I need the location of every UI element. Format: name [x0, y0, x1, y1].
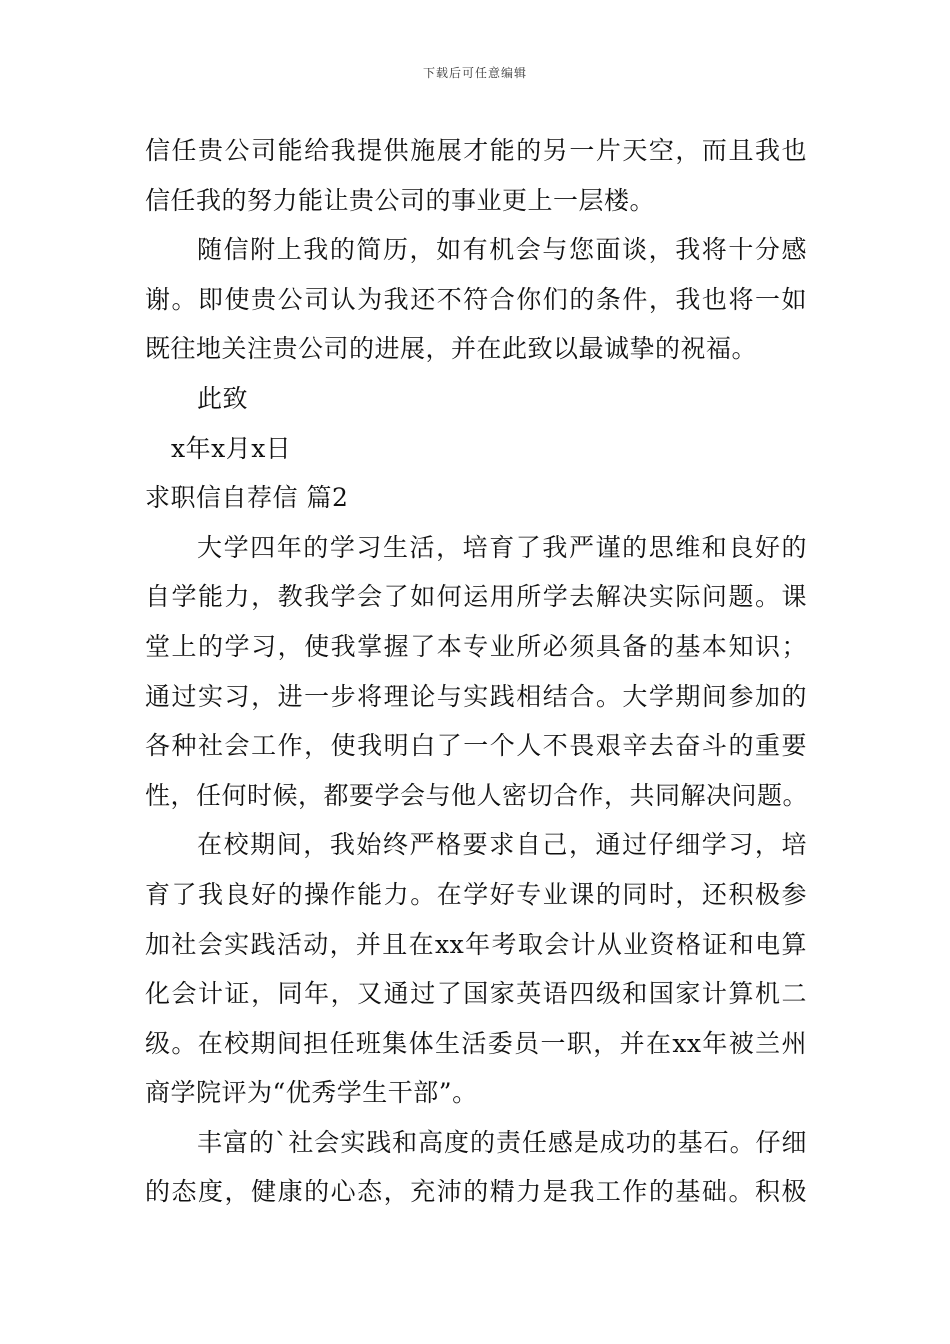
text-line: 信任贵公司能给我提供施展才能的另一片天空，而且我也	[145, 136, 807, 165]
text-line: 性，任何时候，都要学会与他人密切合作，共同解决问题。	[145, 780, 809, 810]
section-title: 求职信自荐信 篇2	[145, 483, 349, 513]
text-line: 在校期间，我始终严格要求自己，通过仔细学习，培	[197, 830, 807, 860]
text-line: 育了我良好的操作能力。在学好专业课的同时，还积极参	[145, 879, 807, 909]
text-line: 此致	[197, 383, 249, 413]
text-line: 加社会实践活动，并且在xx年考取会计从业资格证和电算	[145, 929, 807, 959]
text-line: 大学四年的学习生活，培育了我严谨的思维和良好的	[197, 532, 807, 562]
text-line: 级。在校期间担任班集体生活委员一职，并在xx年被兰州	[145, 1028, 807, 1058]
text-line: 堂上的学习，使我掌握了本专业所必须具备的基本知识；	[145, 631, 807, 661]
date-line: x年x月x日	[171, 433, 292, 463]
text-line: 化会计证，同年，又通过了国家英语四级和国家计算机二	[145, 979, 807, 1009]
text-line: 的态度，健康的心态，充沛的精力是我工作的基础。积极	[145, 1177, 807, 1207]
text-line: 商学院评为“优秀学生干部”。	[145, 1078, 478, 1108]
text-line: 随信附上我的简历，如有机会与您面谈，我将十分感	[197, 235, 807, 265]
text-line: 各种社会工作，使我明白了一个人不畏艰辛去奋斗的重要	[145, 731, 807, 761]
text-line: 通过实习，进一步将理论与实践相结合。大学期间参加的	[145, 681, 807, 711]
text-line: 丰富的`社会实践和高度的责任感是成功的基石。仔细	[197, 1127, 807, 1157]
text-line: 自学能力，教我学会了如何运用所学去解决实际问题。课	[145, 582, 807, 612]
text-line: 信任我的努力能让贵公司的事业更上一层楼。	[145, 185, 656, 215]
text-line: 既往地关注贵公司的进展，并在此致以最诚挚的祝福。	[145, 334, 758, 364]
page-header: 下载后可任意编辑	[422, 66, 527, 80]
document-body	[145, 126, 807, 1217]
text-line: 谢。即使贵公司认为我还不符合你们的条件，我也将一如	[145, 284, 807, 314]
